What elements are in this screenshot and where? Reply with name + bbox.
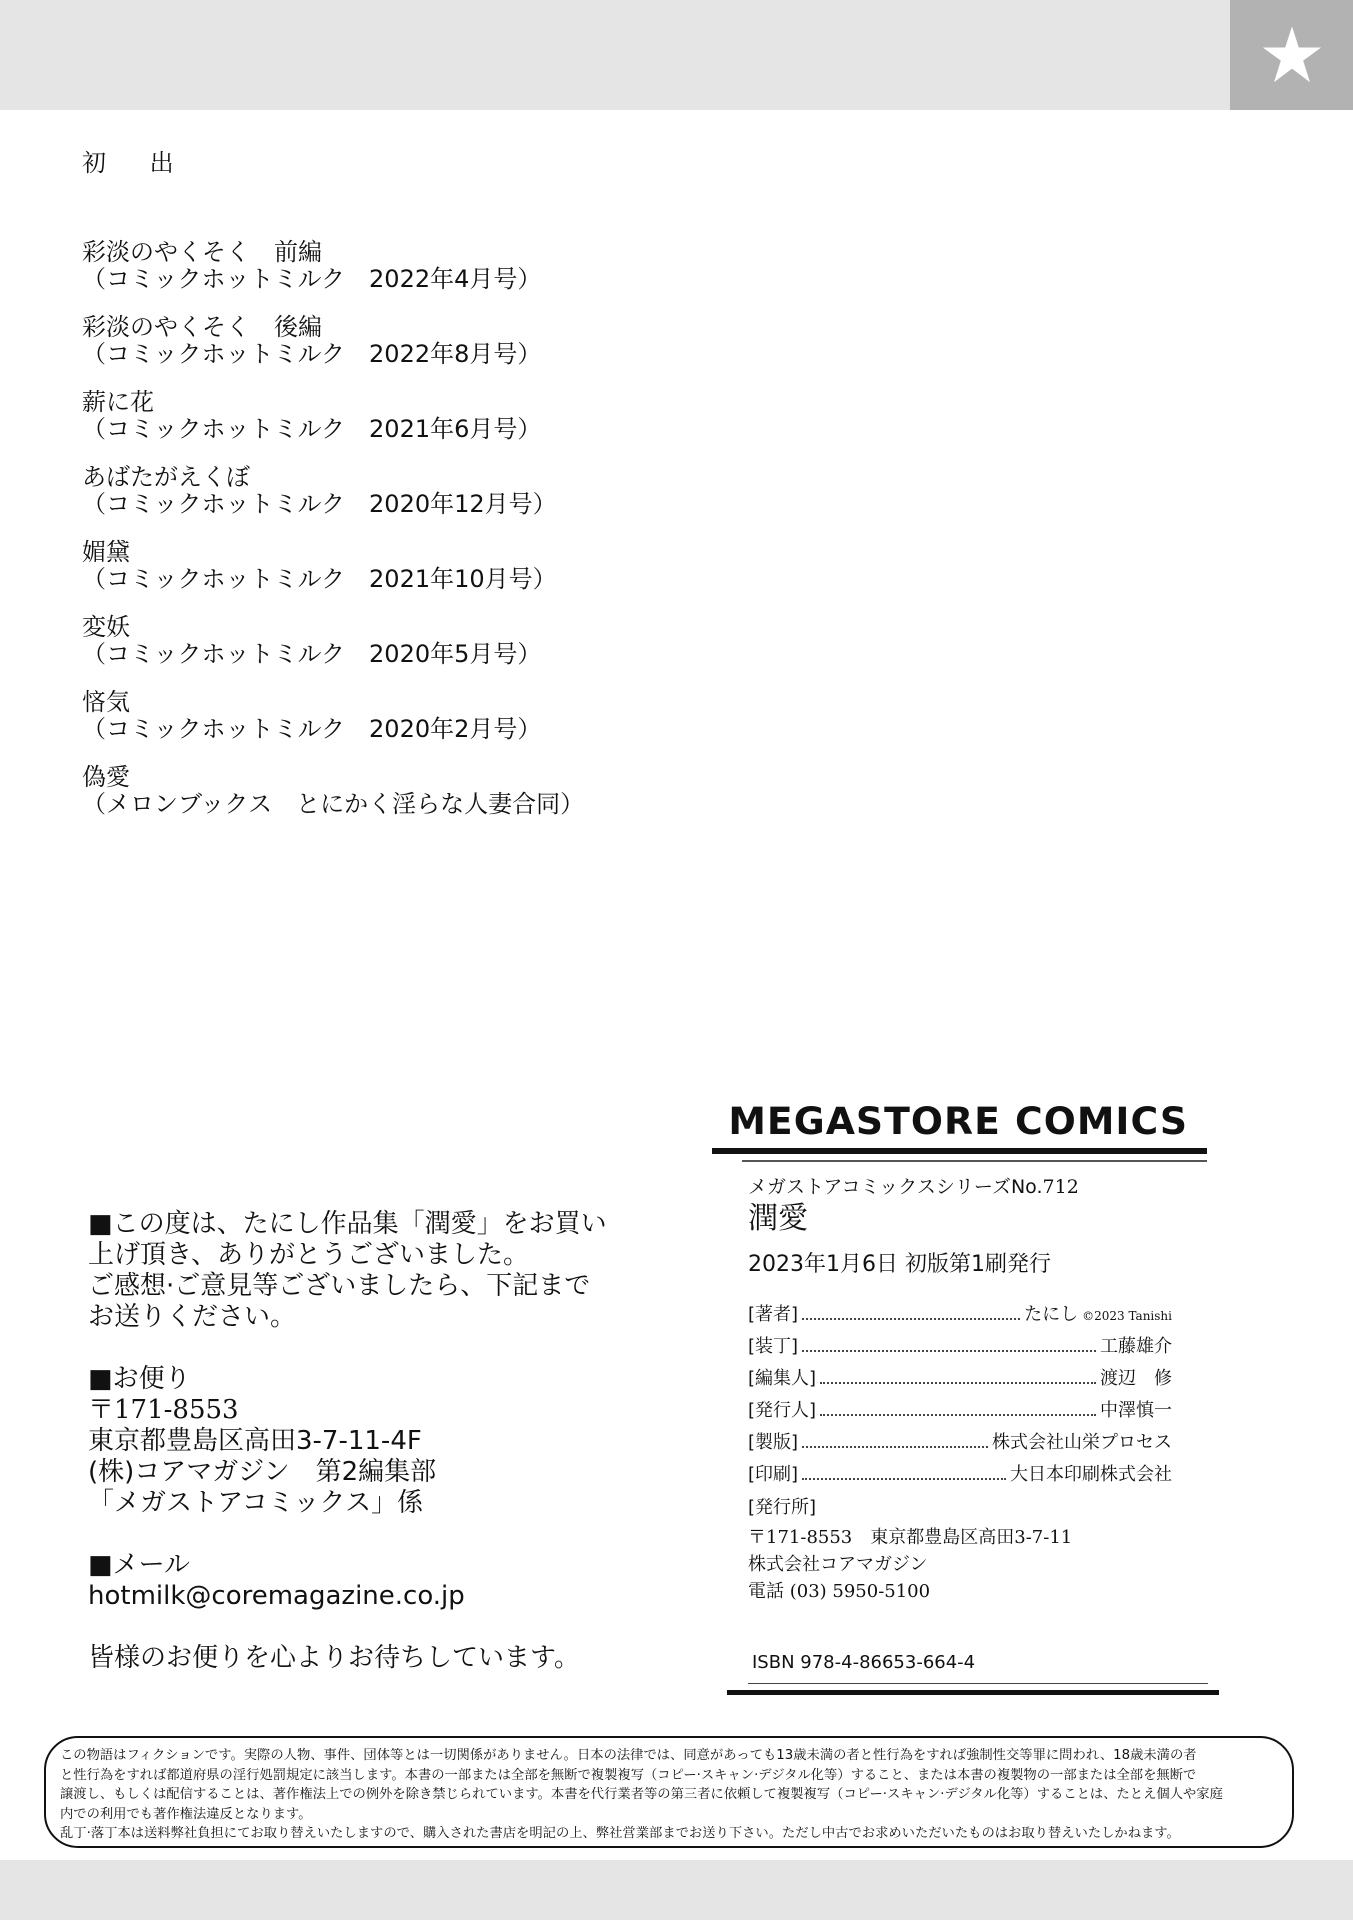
story-source: （コミックホットミルク 2021年10月号） (82, 565, 557, 593)
closing-line: 皆様のお便りを心よりお待ちしています。 (88, 1643, 580, 1673)
series-label: メガストアコミックスシリーズNo. (748, 1176, 1043, 1198)
credits-list (748, 1300, 1172, 1492)
star-icon (1261, 24, 1323, 86)
first-publication-list (82, 150, 584, 839)
top-band (0, 0, 1353, 110)
star-badge (1230, 0, 1353, 110)
credit-design: [装丁] 工藤雄介 (748, 1336, 1172, 1357)
isbn: ISBN 978-4-86653-664-4 (752, 1652, 976, 1673)
thanks-line: ■この度は、たにし作品集「潤愛」をお買い (88, 1209, 607, 1239)
story-title: 薪に花 (82, 388, 154, 416)
origin-entry (82, 464, 584, 518)
bottom-band (0, 1860, 1353, 1920)
story-source: （コミックホットミルク 2020年5月号） (82, 640, 542, 668)
credit-printing: [印刷] 大日本印刷株式会社 (748, 1464, 1172, 1485)
email-address: hotmilk@coremagazine.co.jp (88, 1581, 465, 1611)
publisher-info (748, 1492, 1207, 1605)
origin-entry (82, 539, 584, 593)
thanks-line: 上げ頂き、ありがとうございました。 (88, 1240, 529, 1270)
origin-entry (82, 614, 584, 668)
copyright: ©2023 Tanishi (1082, 1309, 1172, 1323)
email-heading: ■メール (88, 1550, 191, 1580)
thanks-line: ご感想·ご意見等ございましたら、下記まで (88, 1271, 591, 1301)
story-title: 偽愛 (82, 763, 130, 791)
publication-date: 2023年1月6日 初版第1刷発行 (748, 1252, 1051, 1277)
origin-entry (82, 764, 584, 818)
story-source: （コミックホットミルク 2022年4月号） (82, 265, 542, 293)
origin-entry (82, 239, 584, 293)
origin-entry (82, 689, 584, 743)
divider (712, 1148, 1207, 1154)
publisher-address: 〒171-8553 東京都豊島区高田3-7-11 (748, 1527, 1073, 1548)
story-source: （コミックホットミルク 2022年8月号） (82, 340, 542, 368)
book-title: 潤愛 (748, 1201, 808, 1236)
origin-entry (82, 314, 584, 368)
publisher-name: 株式会社コアマガジン (748, 1554, 928, 1575)
mail-address: 東京都豊島区高田3-7-11-4F (88, 1426, 422, 1456)
publisher-label: [発行所] (748, 1497, 817, 1518)
story-title: 彩淡のやくそく 前編 (82, 238, 322, 266)
story-source: （コミックホットミルク 2020年12月号） (82, 490, 557, 518)
credit-plate: [製版] 株式会社山栄プロセス (748, 1432, 1172, 1453)
postal-code: 〒171-8553 (88, 1395, 239, 1425)
mail-heading: ■お便り (88, 1364, 191, 1394)
origins-heading: 初 出 (82, 149, 192, 177)
mail-company: (株)コアマガジン 第2編集部 (88, 1457, 437, 1487)
origin-entry (82, 389, 584, 443)
credit-editor: [編集人] 渡辺 修 (748, 1368, 1172, 1389)
publisher-phone: 電話 (03) 5950-5100 (748, 1581, 931, 1602)
story-source: （コミックホットミルク 2020年2月号） (82, 715, 542, 743)
mail-department: 「メガストアコミックス」係 (88, 1488, 424, 1518)
divider (727, 1690, 1219, 1695)
credit-author: [著者] たにし ©2023 Tanishi (748, 1304, 1172, 1325)
story-title: あばたがえくぼ (82, 463, 250, 491)
series-logo: MEGASTORE COMICS (728, 1100, 1189, 1143)
story-title: 悋気 (82, 688, 130, 716)
divider (742, 1160, 1207, 1162)
series-num: 712 (1042, 1176, 1079, 1198)
story-title: 媚黛 (82, 538, 130, 566)
series-number (748, 1172, 1207, 1199)
story-title: 変妖 (82, 613, 130, 641)
credit-publisher: [発行人] 中澤慎一 (748, 1400, 1172, 1421)
story-source: （メロンブックス とにかく淫らな人妻合同） (82, 790, 585, 818)
colophon (712, 1100, 1207, 1695)
reader-message (88, 1209, 607, 1674)
story-title: 彩淡のやくそく 後編 (82, 313, 322, 341)
legal-disclaimer: この物語はフィクションです。実際の人物、事件、団体等とは一切関係がありません。日本の法律では、同意があっても13歳未満の者と性行為をすれば強制性交等罪に問われ、18歳未満の者 と性行為をすれば都道府県の淫行処罰規定に該当します。本書の一部または全部を無断で複製複写（コピー·スキャン·デジタル化等）すること、または本書の複製物の一部または全部を無断で 譲渡し、もしくは配信することは、著作権法上での例外を除き禁じられています。本書を代行業者等の第三者に依頼して複製複写（コピー·スキャン·デジタル化等）することは、たとえ個人や家庭 内での利用でも著作権法違反となります。 乱丁·落丁本は送料弊社負担にてお取り替えいたしますので、購入された書店を明記の上、弊社営業部までお送り下さい。ただし中古でお求めいただいたものはお取り替えいたしかねます。 (44, 1736, 1294, 1848)
story-source: （コミックホットミルク 2021年6月号） (82, 415, 542, 443)
divider (748, 1683, 1208, 1684)
thanks-line: お送りください。 (88, 1302, 297, 1332)
